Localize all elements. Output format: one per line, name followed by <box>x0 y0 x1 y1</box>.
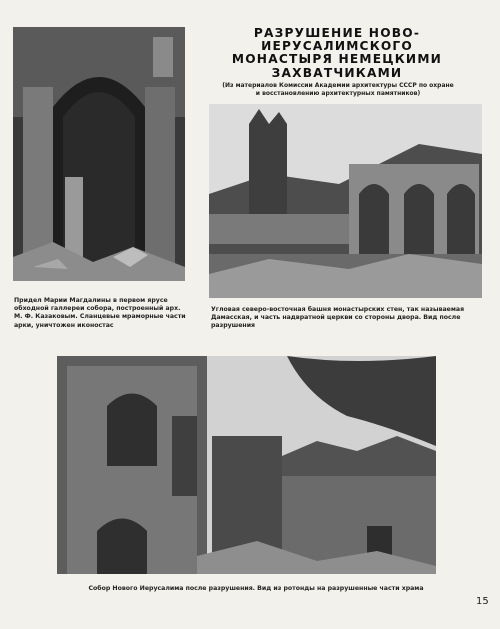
photo-interior-arch <box>13 27 185 281</box>
caption-tower-ruins: Угловая северо-восточная башня монастырских стен, так называемая Дамасская, и часть надвратной церкви со стороны двора. Вид после разрушения <box>211 306 465 330</box>
article-subtitle: (Из материалов Комиссии Академии архитектуры СССР по охране и восстановлению архитектурных памятников) <box>222 82 454 97</box>
article-title: РАЗРУШЕНИЕ НОВО-ИЕРУСАЛИМСКОГО МОНАСТЫРЯ НЕМЕЦКИМИ ЗАХВАТЧИКАМИ <box>231 26 443 80</box>
caption-interior-arch: Придел Марии Магдалины в первом ярусе обходной галлереи собора, построенный арх. М. Ф. Казаковым. Сланцевые мраморные части арки, уничтожен иконостас <box>14 297 186 329</box>
photo-cathedral-ruins <box>57 356 436 574</box>
page-number: 15 <box>476 596 489 607</box>
caption-cathedral-ruins: Собор Нового Иерусалима после разрушения. Вид из ротонды на разрушенные части храма <box>88 585 424 592</box>
photo-tower-ruins <box>209 104 482 298</box>
